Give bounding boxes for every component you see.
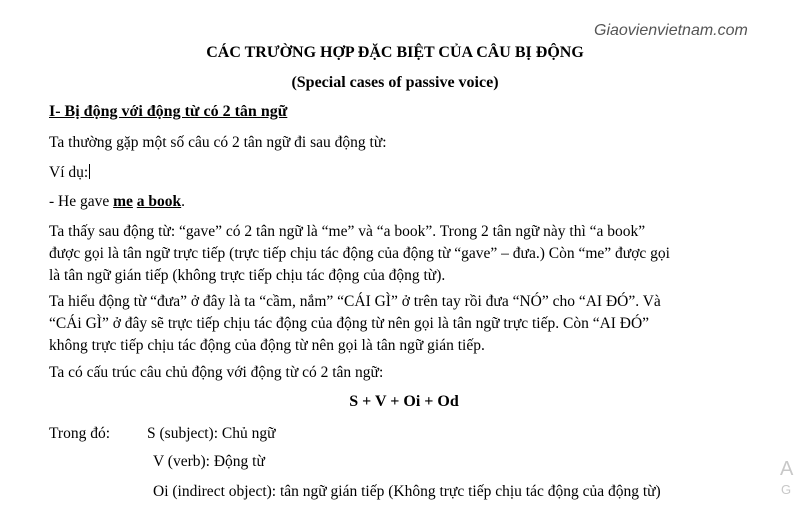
paragraph-line: Ta hiểu động từ “đưa” ở đây là ta “cầm, nắm” “CÁI GÌ” ở trên tay rồi đưa “NÓ” cho “AI ĐÓ”. Và bbox=[49, 293, 661, 310]
paragraph-line: không trực tiếp chịu tác động của động từ nên gọi là tân ngữ gián tiếp. bbox=[49, 337, 485, 354]
definition-verb: V (verb): Động từ bbox=[153, 453, 265, 470]
document-title: CÁC TRƯỜNG HỢP ĐẶC BIỆT CỦA CÂU BỊ ĐỘNG bbox=[206, 44, 584, 61]
watermark: Giaovienvietnam.com bbox=[594, 22, 748, 39]
example-object-me: me bbox=[113, 193, 133, 210]
definition-subject: S (subject): Chủ ngữ bbox=[147, 425, 276, 442]
where-label: Trong đó: bbox=[49, 425, 111, 442]
definition-indirect-object: Oi (indirect object): tân ngữ gián tiếp (Không trực tiếp chịu tác động của động từ) bbox=[153, 483, 661, 500]
text-cursor bbox=[89, 164, 90, 179]
explanation-paragraph-2 bbox=[49, 291, 661, 357]
explanation-paragraph-1 bbox=[49, 221, 670, 287]
structure-intro: Ta có cấu trúc câu chủ động với động từ có 2 tân ngữ: bbox=[49, 364, 384, 381]
example-label-line[interactable] bbox=[49, 162, 90, 184]
structure-formula: S + V + Oi + Od bbox=[349, 393, 459, 410]
paragraph-line: Ta thấy sau động từ: “gave” có 2 tân ngữ là “me” và “a book”. Trong 2 tân ngữ này thì “a book” bbox=[49, 223, 646, 240]
paragraph-line: được gọi là tân ngữ trực tiếp (trực tiếp chịu tác động của động từ “gave” – đưa.) Còn “me” được gọi bbox=[49, 245, 670, 262]
paragraph-line: “CÁi GÌ” ở đây sẽ trực tiếp chịu tác động của động từ nên gọi là tân ngữ trực tiếp. Còn “AI ĐÓ” bbox=[49, 315, 650, 332]
faded-overlay-letter: A bbox=[780, 458, 794, 480]
intro-paragraph bbox=[49, 132, 387, 154]
section-heading: I- Bị động với động từ có 2 tân ngữ bbox=[49, 103, 288, 120]
example-prefix: - He gave bbox=[49, 193, 114, 210]
example-label: Ví dụ: bbox=[49, 164, 89, 181]
document-subtitle: (Special cases of passive voice) bbox=[291, 74, 499, 91]
paragraph-line: là tân ngữ gián tiếp (không trực tiếp chịu tác động của động từ). bbox=[49, 267, 446, 284]
example-object-a-book: a book bbox=[136, 193, 182, 210]
example-sentence: - He gave me a book. bbox=[49, 193, 186, 210]
intro-line: Ta thường gặp một số câu có 2 tân ngữ đi sau động từ: bbox=[49, 134, 387, 151]
faded-overlay-letter: G bbox=[781, 482, 792, 497]
